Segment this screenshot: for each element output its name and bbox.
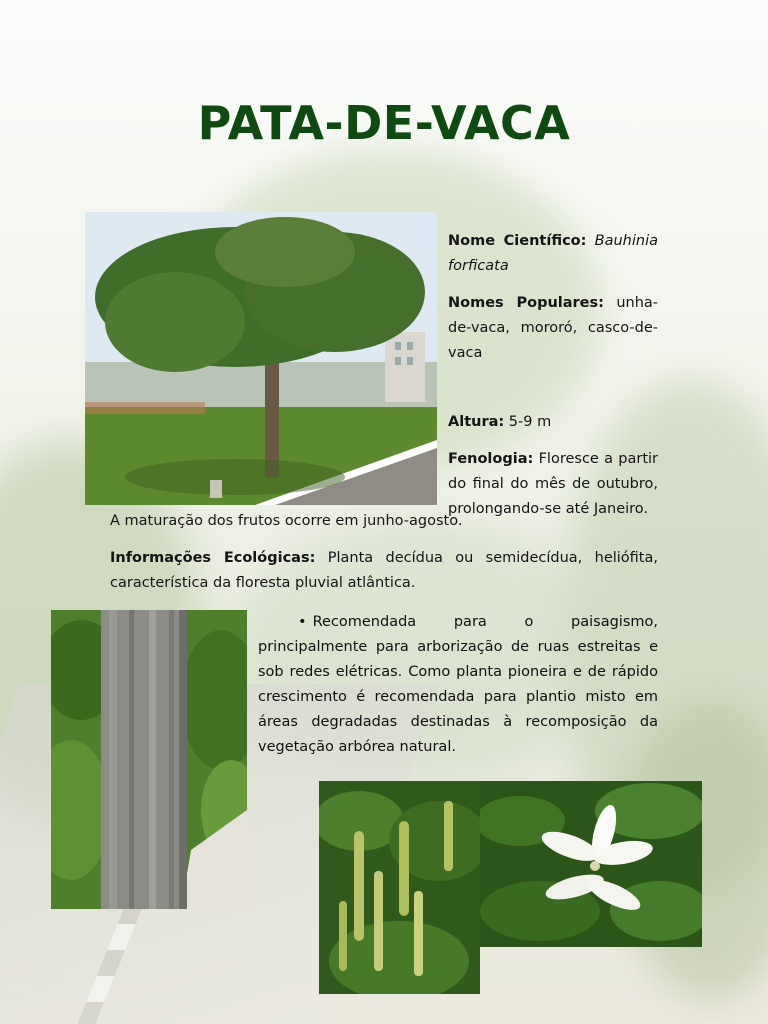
info-column <box>448 229 658 522</box>
page-title: PATA-DE-VACA <box>197 96 571 150</box>
flower-photo <box>480 781 702 947</box>
height: Altura: 5-9 m <box>448 414 552 430</box>
popular-names: Nomes Populares: unha-de-vaca, mororó, casco-de-vaca <box>448 295 658 361</box>
phenology-continued: A maturação dos frutos ocorre em junho-agosto. <box>110 513 463 529</box>
trunk-photo <box>51 610 247 909</box>
recommendation-bullet <box>258 610 658 760</box>
ecological-info: Informações Ecológicas: Planta decídua ou semidecídua, heliófita, característica da floresta pluvial atlântica. <box>110 550 658 591</box>
bullet-marker: • <box>298 614 307 630</box>
phenology: Fenologia: Floresce a partir do final do mês de outubro, prolongando-se até Janeiro. <box>448 451 658 517</box>
full-width-text <box>110 509 658 608</box>
scientific-name: Nome Científico: Bauhinia forficata <box>448 233 658 274</box>
tree-photo <box>85 212 437 505</box>
seed-pods-photo <box>319 781 480 994</box>
bullet-text: Recomendada para o paisagismo, principalmente para arborização de ruas estreitas e sob redes elétricas. Como planta pioneira e de rápido crescimento é recomendada para plantio misto em áreas degradadas destinadas à recomposição da vegetação arbórea natural. <box>258 614 658 755</box>
